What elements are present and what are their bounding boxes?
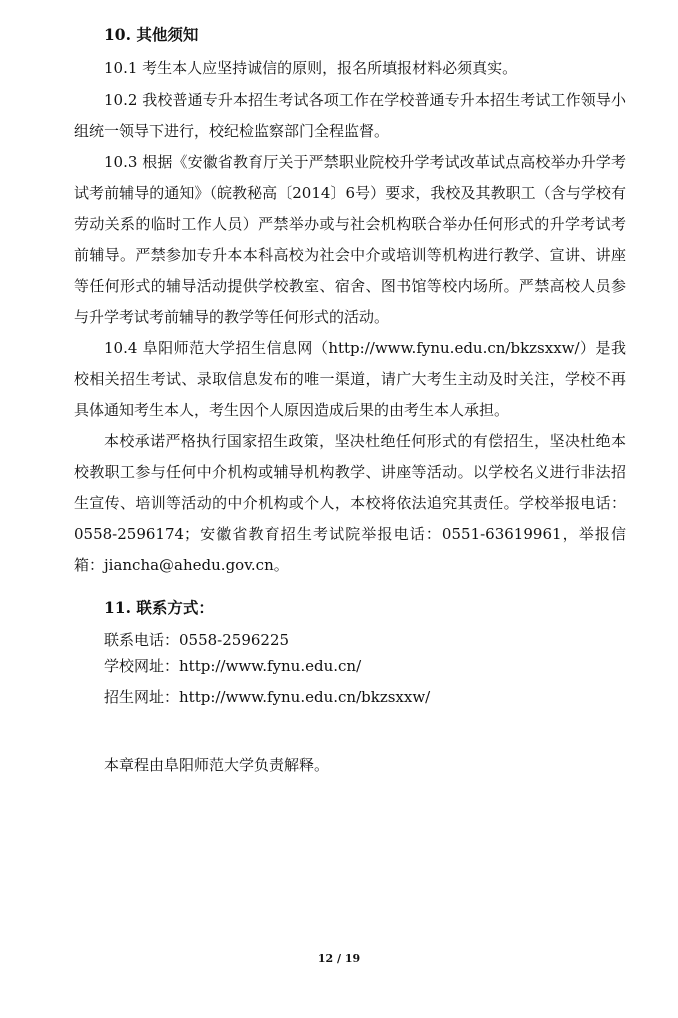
school-website: 学校网址：http://www.fynu.edu.cn/: [104, 657, 362, 675]
paragraph-10-1: 10.1 考生本人应坚持诚信的原则，报名所填报材料必须真实。: [104, 59, 518, 77]
paragraph-10-3: 10.3 根据《安徽省教育厅关于严禁职业院校升学考试改革试点高校举办升学考试考前辅导的通知》（皖教秘高〔2014〕6号）要求，我校及其教职工（含与学校有劳动关系的临时工作人员）严禁举办或与社会机构联合举办任何形式的升学考试考前辅导。严禁参加专升本本科高校为社会中介或培训等机构进行教学、宣讲、讲座等任何形式的辅导活动提供学校教室、宿舍、图书馆等校内场所。严禁高校人员参与升学考试考前辅导的教学等任何形式的活动。: [74, 153, 626, 326]
paragraph-10-4: 10.4 阜阳师范大学招生信息网（http://www.fynu.edu.cn/bkzsxxw/）是我校相关招生考试、录取信息发布的唯一渠道，请广大考生主动及时关注，学校不再具体通知考生本人，考生因个人原因造成后果的由考生本人承担。: [74, 339, 626, 419]
paragraph-10-2: 10.2 我校普通专升本招生考试各项工作在学校普通专升本招生考试工作领导小组统一领导下进行，校纪检监察部门全程监督。: [74, 91, 626, 140]
admission-website: 招生网址：http://www.fynu.edu.cn/bkzsxxw/: [104, 688, 431, 706]
section-10-title: 10. 其他须知: [104, 25, 199, 44]
page-number: 12 / 19: [317, 952, 361, 965]
closing-statement: 本章程由阜阳师范大学负责解释。: [104, 756, 330, 774]
contact-phone: 联系电话：0558-2596225: [104, 631, 290, 649]
paragraph-pledge: 本校承诺严格执行国家招生政策，坚决杜绝任何形式的有偿招生，坚决杜绝本校教职工参与任何中介机构或辅导机构教学、讲座等活动。以学校名义进行非法招生宣传、培训等活动的中介机构或个人，本校将依法追究其责任。学校举报电话：0558-2596174；安徽省教育招生考试院举报电话：0551-63619961，举报信箱：jiancha@ahedu.gov.cn。: [74, 432, 626, 574]
section-11-title: 11. 联系方式：: [104, 598, 214, 617]
